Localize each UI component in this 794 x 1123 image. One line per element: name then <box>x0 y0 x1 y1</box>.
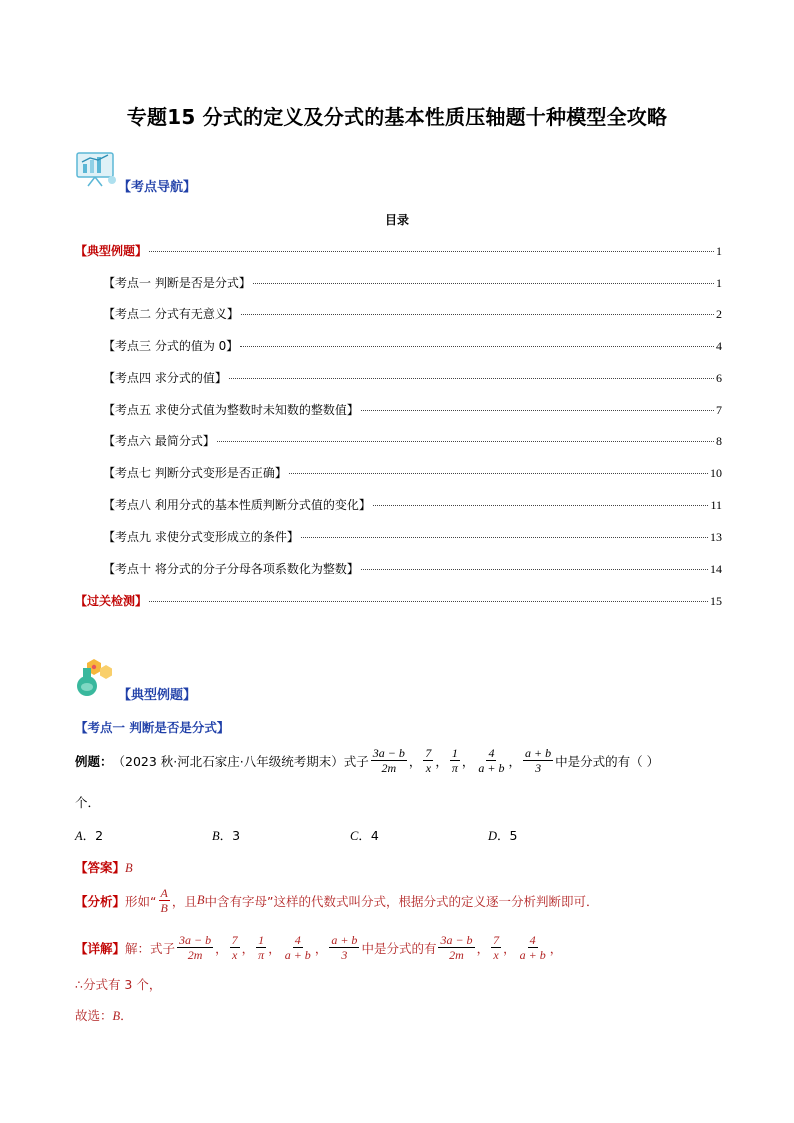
detail-label: 【详解】 <box>75 940 126 956</box>
fraction <box>283 933 313 962</box>
keypoint-one-label: 【考点一 判断是否是分式】 <box>75 720 230 735</box>
toc-label: 【考点七 判断分式变形是否正确】 <box>103 466 287 480</box>
toc-label: 【考点四 求分式的值】 <box>103 371 227 385</box>
toc-leader <box>149 251 714 252</box>
fraction-numerator: 7 <box>425 746 432 760</box>
option-d[interactable] <box>488 826 517 844</box>
separator: ， <box>268 940 281 956</box>
fraction-denominator: x <box>493 948 499 962</box>
toc-row[interactable] <box>103 432 722 450</box>
toc-row[interactable] <box>103 464 722 482</box>
toc-row[interactable] <box>103 528 722 546</box>
fraction <box>329 933 359 962</box>
fraction-numerator: a + b <box>331 933 358 947</box>
toc-page: 2 <box>716 307 722 321</box>
toc-label: 【考点九 求使分式变形成立的条件】 <box>103 530 299 544</box>
toc-leader <box>301 537 708 538</box>
toc-leader <box>373 505 709 506</box>
separator: ， <box>476 940 490 956</box>
option-text: ．3 <box>219 828 241 843</box>
toc-page: 13 <box>710 530 722 544</box>
separator: ， <box>508 753 522 769</box>
separator: ， <box>503 940 516 956</box>
option-c[interactable] <box>350 826 379 844</box>
toc-page: 1 <box>716 244 722 258</box>
fraction-numerator: 3a − b <box>372 746 405 760</box>
fraction-numerator: 3a − b <box>440 933 473 947</box>
toc-page: 6 <box>716 371 722 385</box>
fraction <box>423 746 433 775</box>
toc-leader <box>229 378 714 379</box>
separator: ， <box>241 940 255 956</box>
option-letter: B <box>212 829 220 843</box>
fraction-denominator: π <box>451 761 458 775</box>
section-label: 【典型例题】 <box>118 688 197 703</box>
fraction <box>523 746 553 775</box>
fraction-numerator: 7 <box>493 933 500 947</box>
toc-page: 8 <box>716 434 722 448</box>
fraction <box>450 746 460 775</box>
fraction-numerator: 1 <box>258 933 265 947</box>
toc-row[interactable] <box>103 496 722 514</box>
separator: ， <box>215 940 228 956</box>
fraction-numerator: 4 <box>488 746 495 760</box>
toc-leader <box>289 473 708 474</box>
fraction-numerator: 7 <box>231 933 238 947</box>
page-title: 专题15 分式的定义及分式的基本性质压轴题十种模型全攻略 <box>126 105 668 129</box>
fraction <box>177 933 213 962</box>
nav-label: 【考点导航】 <box>118 180 197 195</box>
toc-page: 7 <box>716 403 722 417</box>
fraction <box>438 933 474 962</box>
answer-value: B <box>125 861 133 875</box>
toc-label: 【过关检测】 <box>75 594 148 608</box>
analysis-text: 中含有字母”这样的代数式叫分式，根据分式的定义逐一分析判断即可． <box>204 893 599 909</box>
toc-row[interactable] <box>103 401 722 419</box>
toc-label: 【考点二 分式有无意义】 <box>103 307 239 321</box>
fraction <box>491 933 501 962</box>
detail-intro: 解：式子 <box>125 940 176 956</box>
toc-leader <box>217 441 714 442</box>
detail-conclusion: ∴分式有 3 个， <box>75 977 162 992</box>
example-source: （2023 秋·河北石家庄·八年级统考期末）式子 <box>112 753 369 769</box>
toc-row[interactable] <box>103 560 722 578</box>
analysis-line <box>75 886 598 915</box>
toc-page: 10 <box>710 466 722 480</box>
option-a[interactable] <box>75 826 103 844</box>
example-line-2: 个． <box>75 795 101 810</box>
toc-page: 15 <box>710 594 722 608</box>
fraction-denominator: π <box>258 948 265 962</box>
choice-end: ． <box>120 1008 133 1023</box>
presentation-board-icon <box>74 150 118 188</box>
choice-value: B <box>112 1009 121 1023</box>
fraction <box>230 933 240 962</box>
option-text: ．5 <box>497 828 518 843</box>
toc-label: 【考点十 将分式的分子分母各项系数化为整数】 <box>103 562 359 576</box>
toc-row[interactable] <box>103 369 722 387</box>
fraction-denominator: 3 <box>535 761 542 775</box>
fraction-denominator: a + b <box>284 948 311 962</box>
fraction-denominator: a + b <box>519 948 546 962</box>
toc-label: 【考点五 求使分式值为整数时未知数的整数值】 <box>103 403 359 417</box>
option-letter: D <box>488 829 498 843</box>
fraction <box>159 886 170 915</box>
toc-leader <box>253 283 714 284</box>
separator: ， <box>435 753 448 769</box>
fraction-denominator: a + b <box>478 761 505 775</box>
fraction-denominator: B <box>160 901 168 915</box>
option-text: ．2 <box>82 828 104 843</box>
fraction <box>371 746 407 775</box>
detail-choice <box>75 1006 133 1024</box>
toc-label: 【考点六 最简分式】 <box>103 434 215 448</box>
toc-row[interactable] <box>103 305 722 323</box>
fraction <box>518 933 548 962</box>
toc-heading: 目录 <box>384 213 409 227</box>
choice-prefix: 故选： <box>75 1008 113 1023</box>
fraction-numerator: 4 <box>529 933 536 947</box>
fraction-numerator: a + b <box>525 746 552 760</box>
answer-label: 【答案】 <box>75 860 126 875</box>
fraction-numerator: 4 <box>294 933 301 947</box>
separator: ， <box>461 753 475 769</box>
option-text: ．4 <box>358 828 379 843</box>
fraction-denominator: x <box>425 761 432 775</box>
toc-row[interactable] <box>103 274 722 292</box>
toc-label: 【考点一 判断是否是分式】 <box>103 276 251 290</box>
analysis-text: ，且 <box>171 893 197 909</box>
detail-line <box>75 933 562 962</box>
separator: ， <box>314 940 328 956</box>
toc-row[interactable] <box>103 337 722 355</box>
example-suffix: 中是分式的有（ ） <box>555 753 660 769</box>
fraction-denominator: 2m <box>187 948 203 962</box>
toc-leader <box>149 601 708 602</box>
fraction <box>256 933 266 962</box>
toc-page: 4 <box>716 339 722 353</box>
fraction-numerator: 1 <box>451 746 458 760</box>
toc-label: 【考点八 利用分式的基本性质判断分式值的变化】 <box>103 498 371 512</box>
toc-page: 11 <box>710 498 722 512</box>
toc-label: 【典型例题】 <box>75 244 148 258</box>
answer-line <box>75 858 133 876</box>
separator: ， <box>408 753 422 769</box>
example-prefix: 例题： <box>75 753 113 769</box>
toc-leader <box>240 346 714 347</box>
option-letter: C <box>350 829 359 843</box>
fraction-denominator: 2m <box>449 948 464 962</box>
analysis-label: 【分析】 <box>75 893 126 909</box>
toc-leader <box>361 569 708 570</box>
detail-mid: 中是分式的有 <box>361 940 437 956</box>
fraction <box>476 746 506 775</box>
analysis-text: 形如“ <box>125 893 157 909</box>
fraction-denominator: 3 <box>341 948 348 962</box>
toc-row[interactable] <box>75 242 722 260</box>
fraction-denominator: 2m <box>381 761 397 775</box>
toc-page: 14 <box>710 562 722 576</box>
chemistry-flask-icon <box>70 656 118 698</box>
fraction-numerator: A <box>160 886 168 900</box>
toc-row[interactable] <box>75 592 722 610</box>
fraction-denominator: x <box>231 948 238 962</box>
detail-end: ， <box>549 940 563 956</box>
toc-leader <box>361 410 714 411</box>
analysis-variable: B <box>196 893 205 907</box>
toc-leader <box>241 314 714 315</box>
option-letter: A <box>75 829 83 843</box>
option-b[interactable] <box>212 826 240 844</box>
fraction-numerator: 3a − b <box>179 933 212 947</box>
example-line <box>75 746 659 775</box>
toc-label: 【考点三 分式的值为 0】 <box>103 339 239 353</box>
toc-page: 1 <box>716 276 722 290</box>
